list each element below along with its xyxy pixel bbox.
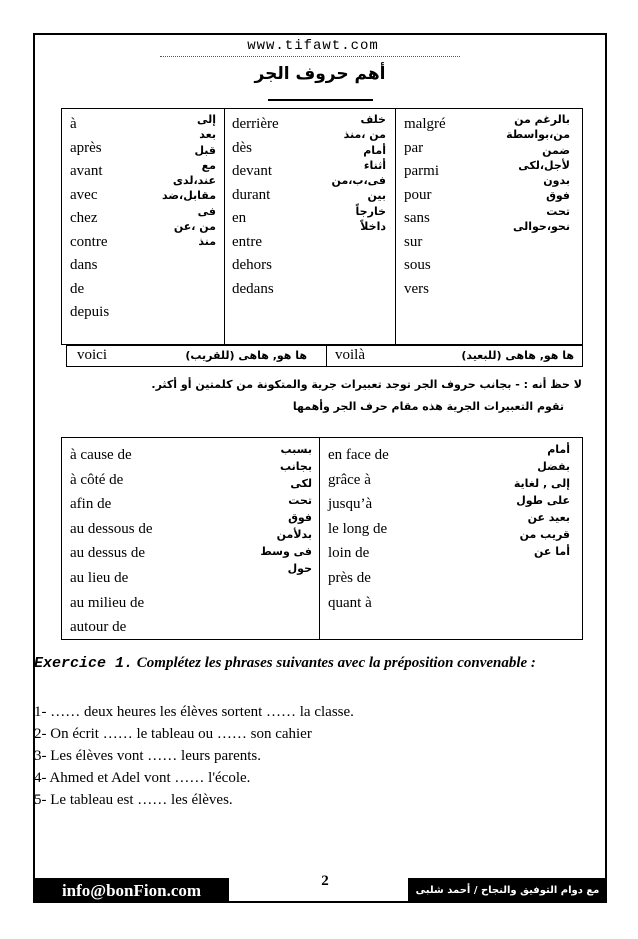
list-item: afin de: [70, 496, 112, 513]
col1-arabic-list: [260, 441, 312, 577]
list-item: le long de: [328, 520, 388, 537]
list-item: قريب من: [519, 528, 570, 541]
list-item: بجانب: [280, 460, 312, 473]
list-item: أثناء: [363, 158, 386, 172]
list-item: parmi: [404, 163, 439, 179]
voici-voila-row: [66, 345, 583, 367]
list-item: dedans: [232, 280, 274, 297]
list-item: par: [404, 139, 424, 156]
list-item: إلى , لغاية: [513, 477, 570, 490]
list-item: après: [70, 139, 102, 156]
list-item: avant: [70, 163, 103, 179]
list-item: à: [70, 116, 77, 132]
col2-arabic-list: [514, 441, 570, 560]
list-item: à côté de: [70, 471, 124, 488]
list-item: au lieu de: [70, 569, 129, 586]
exercise-name: Exercice 1.: [34, 655, 134, 672]
list-item: خارجاً: [355, 204, 386, 218]
voici-translation: ها هو, هاهى (للقريب): [185, 349, 307, 362]
prepositions-table: [61, 108, 583, 345]
voici-label: voici: [77, 347, 107, 363]
list-item: à cause de: [70, 447, 132, 463]
title-underline: [268, 99, 373, 101]
list-item: من،بواسطة: [506, 128, 570, 142]
voila-label: voilà: [335, 347, 365, 363]
list-item: عند،لدى: [172, 174, 216, 188]
list-item: en face de: [328, 447, 389, 463]
list-item: au milieu de: [70, 594, 145, 611]
list-item: مع: [201, 158, 216, 172]
list-item: فوق: [288, 511, 312, 524]
list-item: ضمن: [542, 143, 570, 157]
col2-french-list: [328, 443, 389, 615]
exercise-item: 5- Le tableau est …… les élèves.: [34, 792, 233, 808]
list-item: au dessous de: [70, 520, 153, 537]
list-item: قبل: [194, 143, 216, 157]
list-item: avec: [70, 186, 98, 203]
list-item: sans: [404, 210, 430, 226]
list-item: تحت: [288, 494, 312, 507]
column-divider: [395, 109, 396, 344]
note-line-2: تقوم التعبيرات الجرية هذه مقام حرف الجر وأهمها: [292, 400, 564, 413]
list-item: بفضل: [537, 460, 570, 473]
list-item: بالرغم من: [514, 113, 570, 126]
list-item: داخلاً: [360, 220, 386, 234]
website-url: www.tifawt.com: [247, 38, 379, 54]
list-item: dès: [232, 139, 252, 156]
list-item: منذ: [198, 235, 216, 249]
page-title: أهم حروف الجر: [254, 64, 386, 84]
list-item: من ،عن: [173, 220, 216, 234]
exercise-instruction: Complétez les phrases suivantes avec la préposition convenable :: [136, 655, 536, 671]
list-item: إلى: [196, 113, 216, 126]
column-divider: [224, 109, 225, 344]
list-item: بعيد عن: [527, 511, 570, 524]
column-divider: [326, 346, 327, 366]
list-item: بدون: [543, 174, 570, 188]
list-item: بعد: [199, 128, 216, 142]
list-item: فى وسط: [260, 545, 312, 558]
list-item: loin de: [328, 545, 370, 562]
col2-french-list: [232, 113, 279, 301]
exercise-item: 1- …… deux heures les élèves sortent …… la classe.: [34, 704, 354, 720]
list-item: أمام: [363, 143, 386, 157]
list-item: dehors: [232, 257, 272, 273]
col3-arabic-list: [506, 112, 570, 234]
footer-signature: مع دوام التوفيق والنجاح / أحمد شلبى: [408, 878, 607, 903]
list-item: devant: [232, 163, 272, 179]
list-item: فى: [197, 204, 216, 218]
list-item: quant à: [328, 594, 372, 611]
list-item: لأجل،لكى: [518, 158, 570, 172]
list-item: près de: [328, 569, 371, 586]
list-item: autour de: [70, 619, 127, 636]
exercise-item: 2- On écrit …… le tableau ou …… son cahier: [34, 726, 312, 742]
list-item: malgré: [404, 116, 446, 132]
col2-arabic-list: [332, 112, 386, 234]
list-item: فى،ب،من: [331, 174, 386, 188]
list-item: نحو،حوالى: [513, 220, 570, 234]
list-item: sous: [404, 257, 431, 273]
list-item: durant: [232, 186, 271, 203]
list-item: بسبب: [280, 443, 312, 456]
list-item: أمام: [547, 443, 570, 456]
footer-email: info@bonFion.com: [34, 878, 229, 903]
list-item: تحت: [546, 204, 570, 218]
col3-french-list: [404, 113, 446, 301]
column-divider: [319, 438, 320, 639]
col1-french-list: [70, 113, 109, 325]
list-item: chez: [70, 210, 98, 226]
list-item: sur: [404, 233, 423, 250]
col1-french-list: [70, 443, 153, 640]
list-item: بين: [367, 189, 386, 203]
header-dotted-line: [160, 56, 460, 57]
exercise-heading: [34, 653, 594, 674]
list-item: على طول: [516, 494, 570, 507]
list-item: بدلأمن: [276, 528, 312, 541]
list-item: en: [232, 210, 247, 226]
list-item: entre: [232, 233, 262, 250]
col1-arabic-list: [162, 112, 216, 250]
list-item: grâce à: [328, 471, 371, 488]
list-item: لكى: [290, 477, 312, 490]
exercise-item: 4- Ahmed et Adel vont …… l'école.: [34, 770, 251, 786]
list-item: vers: [404, 280, 429, 297]
list-item: مقابل،ضد: [162, 189, 216, 203]
list-item: أما عن: [534, 545, 570, 558]
list-item: dans: [70, 257, 98, 273]
list-item: من ،منذ: [343, 128, 386, 142]
list-item: jusqu’à: [328, 496, 373, 513]
list-item: فوق: [546, 189, 570, 203]
list-item: pour: [404, 186, 432, 203]
voila-translation: ها هو, هاهى (للبعيد): [461, 349, 574, 362]
list-item: derrière: [232, 116, 279, 132]
list-item: de: [70, 280, 85, 297]
list-item: au dessus de: [70, 545, 145, 562]
exercise-item: 3- Les élèves vont …… leurs parents.: [34, 748, 262, 764]
list-item: contre: [70, 233, 108, 250]
note-line-1: لا حظ أنه : - بجانب حروف الجر توجد تعبيرات جرية والمتكونة من كلمتين أو أكثر.: [151, 378, 582, 391]
page-number: 2: [321, 873, 329, 889]
list-item: depuis: [70, 304, 110, 320]
list-item: خلف: [360, 113, 386, 126]
prepositional-phrases-table: [61, 437, 583, 640]
list-item: حول: [287, 562, 312, 575]
